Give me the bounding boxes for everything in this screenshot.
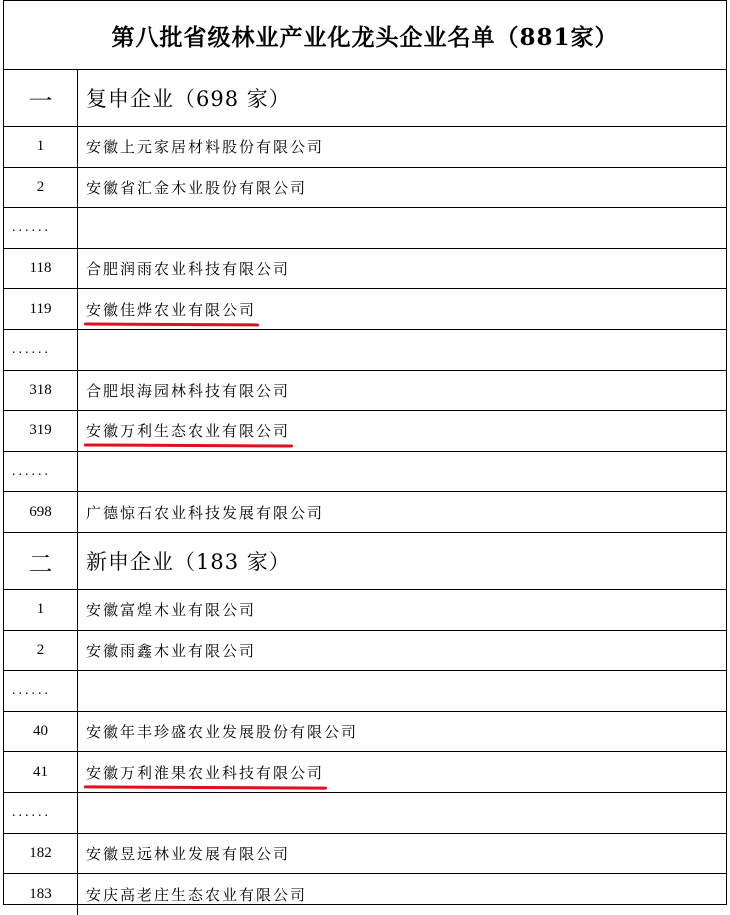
row-number: 698 — [29, 503, 52, 520]
row-number: ...... — [12, 341, 51, 357]
row-number: 2 — [36, 641, 45, 658]
row-number: 40 — [33, 723, 48, 740]
company-name: 安徽昱远林业发展有限公司 — [86, 844, 291, 863]
table-row — [4, 371, 726, 412]
table-row — [4, 712, 726, 753]
company-name-cell — [78, 752, 726, 792]
table-row — [4, 874, 726, 915]
company-name-cell — [78, 289, 726, 329]
row-number: 41 — [33, 763, 48, 780]
company-name: 合肥润雨农业科技有限公司 — [86, 260, 291, 279]
company-name-highlighted: 安徽万利淮果农业科技有限公司 — [86, 763, 325, 782]
document-title: 第八批省级林业产业化龙头企业名单（881家） — [111, 23, 619, 51]
company-name-cell — [78, 452, 726, 492]
row-number: 182 — [29, 844, 52, 861]
company-name: 安徽省汇金木业股份有限公司 — [86, 178, 308, 197]
table-row — [4, 590, 726, 631]
company-name: 安庆高老庄生态农业有限公司 — [86, 885, 308, 904]
table-row — [4, 127, 726, 168]
row-number: ...... — [12, 463, 51, 479]
company-name-cell — [78, 127, 726, 167]
company-name-cell — [78, 411, 726, 451]
table-row — [4, 411, 726, 452]
company-name-cell — [78, 712, 726, 752]
table-row — [4, 330, 726, 371]
company-name-cell — [78, 168, 726, 208]
table-row — [4, 208, 726, 249]
row-number: ...... — [12, 682, 51, 698]
table-row — [4, 168, 726, 209]
section-index: 二 — [28, 551, 53, 578]
table-row — [4, 452, 726, 493]
row-number: 118 — [29, 260, 52, 277]
company-name: 合肥垠海园林科技有限公司 — [86, 381, 291, 400]
company-name-cell — [78, 371, 726, 411]
row-number: 319 — [29, 422, 52, 439]
row-number: 318 — [29, 381, 52, 398]
company-name-highlighted: 安徽佳烨农业有限公司 — [86, 300, 257, 319]
section-index: 一 — [28, 88, 53, 115]
table-row — [4, 631, 726, 672]
company-name-cell — [78, 631, 726, 671]
row-number: 2 — [36, 178, 45, 195]
section-heading: 新申企业（183 家） — [86, 550, 291, 574]
table-row — [4, 492, 726, 533]
table-row — [4, 249, 726, 290]
table-row — [4, 289, 726, 330]
row-number: ...... — [12, 219, 51, 235]
company-name-cell — [78, 793, 726, 833]
company-name-cell — [78, 330, 726, 370]
company-name-cell — [78, 590, 726, 630]
row-number: 1 — [36, 138, 45, 155]
row-number: 1 — [36, 601, 45, 618]
company-name: 广德惊石农业科技发展有限公司 — [86, 503, 325, 522]
company-name: 安徽富煌木业有限公司 — [86, 601, 257, 620]
section-header-row — [4, 70, 726, 127]
company-name-cell — [78, 492, 726, 532]
table-row — [4, 752, 726, 793]
table-row — [4, 671, 726, 712]
section-header-row — [4, 533, 726, 590]
company-name-cell — [78, 671, 726, 711]
row-number: 119 — [29, 300, 52, 317]
company-list-table — [3, 0, 727, 905]
company-name: 安徽年丰珍盛农业发展股份有限公司 — [86, 723, 359, 742]
section-heading: 复申企业（698 家） — [86, 87, 291, 111]
company-name-highlighted: 安徽万利生态农业有限公司 — [86, 422, 291, 441]
company-name: 安徽雨鑫木业有限公司 — [86, 641, 257, 660]
company-name-cell — [78, 249, 726, 289]
title-row — [4, 1, 726, 70]
company-name-cell — [78, 874, 726, 915]
company-name-cell — [78, 208, 726, 248]
company-name: 安徽上元家居材料股份有限公司 — [86, 138, 325, 157]
row-number: ...... — [12, 804, 51, 820]
table-row — [4, 834, 726, 875]
company-name-cell — [78, 834, 726, 874]
table-row — [4, 793, 726, 834]
row-number: 183 — [29, 885, 52, 902]
